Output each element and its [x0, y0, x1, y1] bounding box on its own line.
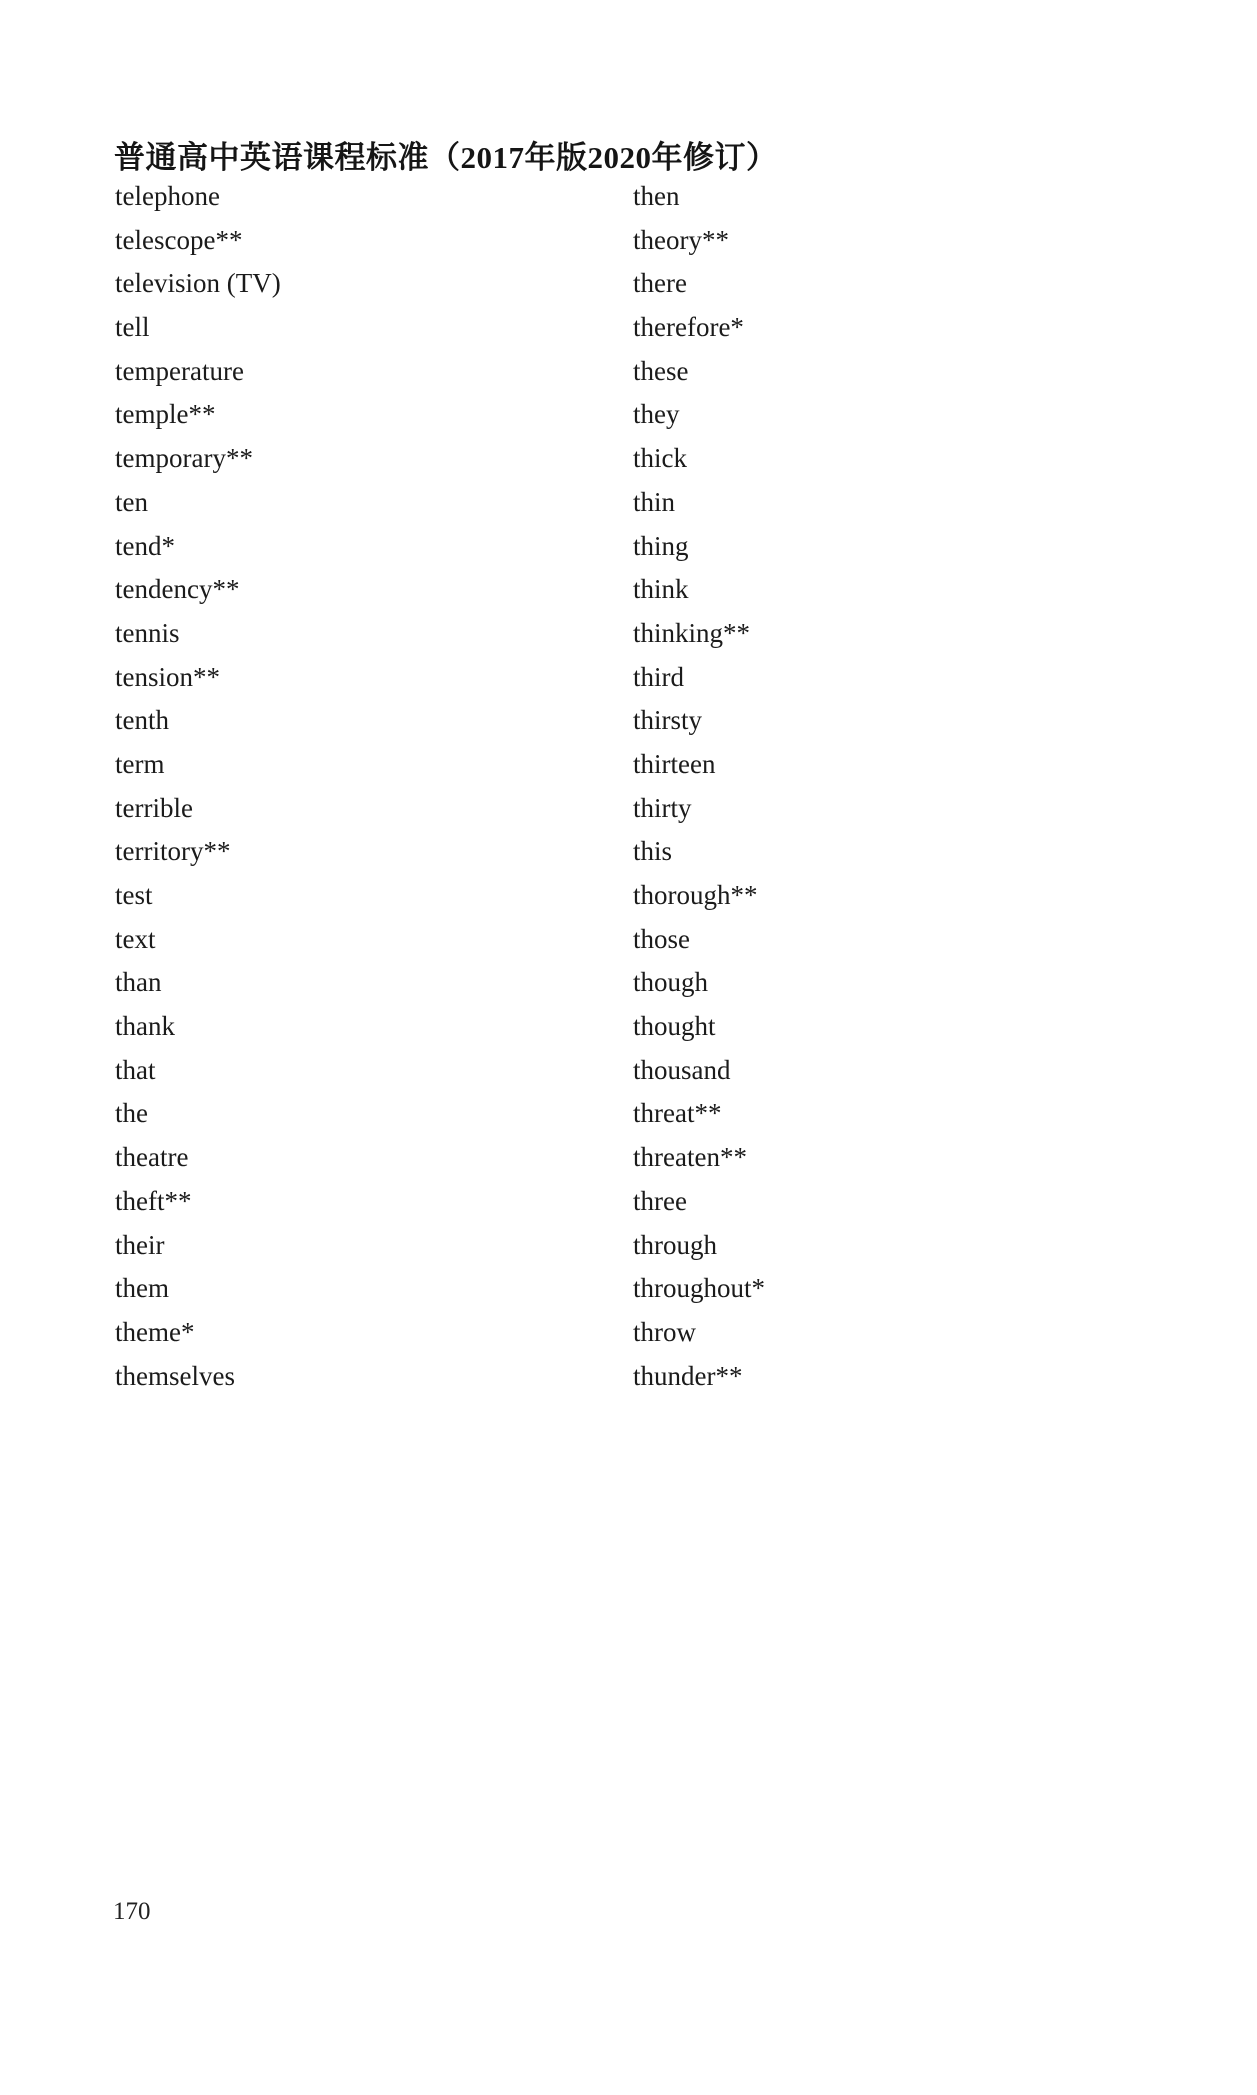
word-item: though [633, 967, 709, 998]
word-item: theft** [115, 1185, 192, 1216]
word-item: they [633, 399, 680, 430]
word-item: theatre [115, 1142, 189, 1173]
word-item: these [633, 355, 689, 386]
word-item: temperature [115, 355, 244, 386]
word-item: thinking** [633, 617, 751, 648]
page-number: 170 [113, 1898, 151, 1925]
word-item: theory** [633, 224, 729, 255]
word-item: temple** [115, 399, 216, 430]
word-item: tell [115, 312, 150, 343]
word-item: threat** [633, 1098, 722, 1129]
word-item: thirty [633, 792, 692, 823]
word-item: tendency** [115, 574, 240, 605]
word-item: thorough** [633, 880, 758, 910]
word-item: ten [115, 486, 148, 517]
word-item: terrible [115, 792, 193, 823]
word-item: television (TV) [115, 268, 281, 299]
word-item: the [115, 1098, 148, 1129]
page-title: 普通高中英语课程标准（2017年版2020年修订） [114, 140, 778, 175]
word-item: tension** [115, 661, 220, 692]
word-item: thank [115, 1011, 175, 1042]
word-item: themselves [115, 1360, 235, 1391]
word-list-left-column [115, 175, 545, 1398]
word-item: third [633, 661, 684, 692]
word-item: this [633, 836, 673, 867]
word-item: tenth [115, 705, 169, 736]
word-item: three [633, 1185, 687, 1216]
word-item: thirsty [633, 705, 703, 736]
word-list-right-column [633, 175, 1063, 1398]
word-item: throughout* [633, 1273, 765, 1304]
word-item: them [115, 1273, 169, 1304]
word-item: then [633, 181, 680, 211]
word-item: think [633, 574, 689, 605]
word-item: telescope** [115, 224, 243, 255]
word-item: throw [633, 1316, 696, 1347]
word-item: thunder** [633, 1360, 743, 1391]
word-item: telephone [115, 181, 220, 211]
word-item: tennis [115, 617, 180, 648]
word-item: their [115, 1229, 165, 1260]
word-item: thin [633, 486, 676, 517]
word-item: thought [633, 1011, 716, 1042]
word-item: there [633, 268, 687, 299]
word-item: those [633, 923, 690, 954]
word-item: territory** [115, 836, 231, 867]
word-item: therefore* [633, 312, 744, 343]
word-item: threaten** [633, 1142, 747, 1173]
word-item: thirteen [633, 748, 716, 779]
word-item: temporary** [115, 443, 253, 474]
word-item: through [633, 1229, 717, 1260]
word-item: thick [633, 443, 687, 474]
word-item: that [115, 1054, 156, 1085]
word-item: text [115, 923, 156, 954]
word-item: tend* [115, 530, 175, 561]
word-item: test [115, 880, 153, 910]
word-item: thousand [633, 1054, 731, 1085]
word-item: than [115, 967, 162, 998]
word-item: thing [633, 530, 689, 561]
word-item: term [115, 748, 165, 779]
word-item: theme* [115, 1316, 195, 1347]
